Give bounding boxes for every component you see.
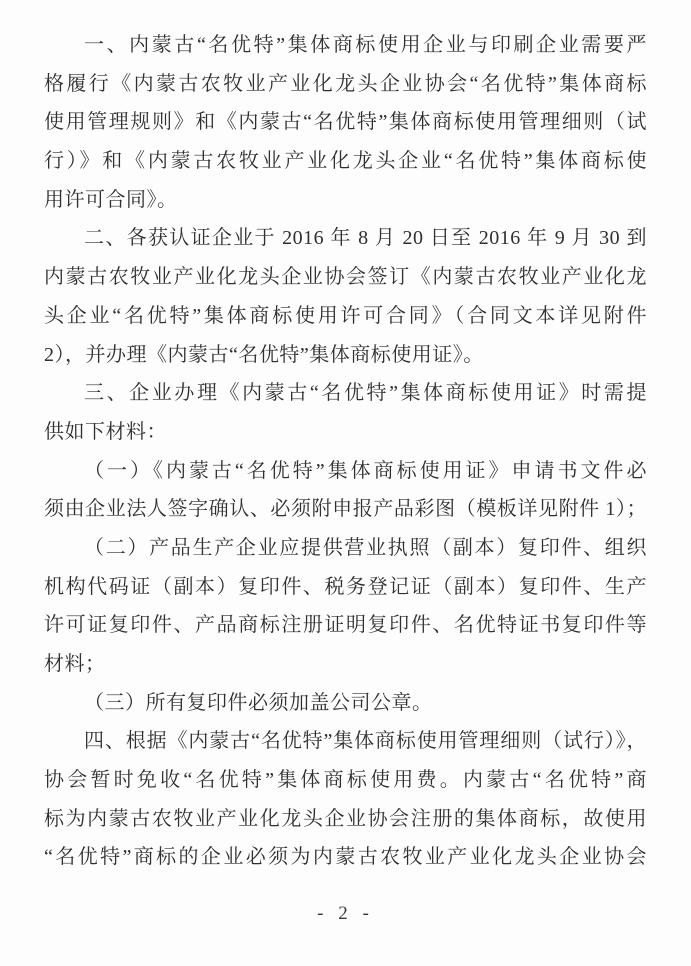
text-line: 行）》和《内蒙古农牧业产业化龙头企业“名优特”集体商标使 bbox=[44, 150, 647, 173]
text-line: 二、各获认证企业于 2016 年 8 月 20 日至 2016 年 9 月 30 到 bbox=[84, 227, 647, 250]
paragraph bbox=[44, 684, 647, 723]
text-line: 内蒙古农牧业产业化龙头企业协会签订《内蒙古农牧业产业化龙 bbox=[44, 266, 647, 289]
paragraph bbox=[44, 722, 647, 877]
paragraph bbox=[44, 219, 647, 374]
text-line: 供如下材料： bbox=[44, 420, 167, 443]
paragraph bbox=[44, 26, 647, 219]
text-line: 2），并办理《内蒙古“名优特”集体商标使用证》。 bbox=[44, 343, 484, 366]
text-line: 头企业“名优特”集体商标使用许可合同》（合同文本详见附件 bbox=[44, 304, 647, 327]
text-line: 许可证复印件、产品商标注册证明复印件、名优特证书复印件等 bbox=[44, 614, 647, 637]
paragraph bbox=[44, 529, 647, 684]
text-line: 须由企业法人签字确认、必须附申报产品彩图（模板详见附件 1）； bbox=[44, 498, 647, 521]
text-line: 四、根据《内蒙古“名优特”集体商标使用管理细则（试行）》， bbox=[84, 730, 647, 753]
text-line: 一、内蒙古“名优特”集体商标使用企业与印刷企业需要严 bbox=[84, 34, 647, 56]
page-number: - 2 - bbox=[317, 903, 374, 924]
paragraph bbox=[44, 374, 647, 451]
text-line: 标为内蒙古农牧业产业化龙头企业协会注册的集体商标，故使用 bbox=[44, 807, 647, 830]
text-line: 三、企业办理《内蒙古“名优特”集体商标使用证》时需提 bbox=[84, 382, 647, 405]
text-line: 使用管理规则》和《内蒙古“名优特”集体商标使用管理细则（试 bbox=[44, 111, 647, 134]
text-line: （一）《内蒙古“名优特”集体商标使用证》申请书文件必 bbox=[84, 459, 647, 482]
text-line: 材料； bbox=[44, 653, 106, 675]
paragraph bbox=[44, 452, 647, 529]
text-line: 格履行《内蒙古农牧业产业化龙头企业协会“名优特”集体商标 bbox=[44, 72, 647, 95]
document-body bbox=[44, 26, 647, 877]
text-line: （三）所有复印件必须加盖公司公章。 bbox=[84, 691, 433, 714]
text-line: “名优特”商标的企业必须为内蒙古农牧业产业化龙头企业协会 bbox=[44, 846, 647, 869]
text-line: 机构代码证（副本）复印件、税务登记证（副本）复印件、生产 bbox=[44, 575, 647, 598]
text-line: （二）产品生产企业应提供营业执照（副本）复印件、组织 bbox=[84, 536, 647, 559]
text-line: 用许可合同》。 bbox=[44, 188, 178, 211]
text-line: 协会暂时免收“名优特”集体商标使用费。内蒙古“名优特”商 bbox=[44, 769, 647, 792]
